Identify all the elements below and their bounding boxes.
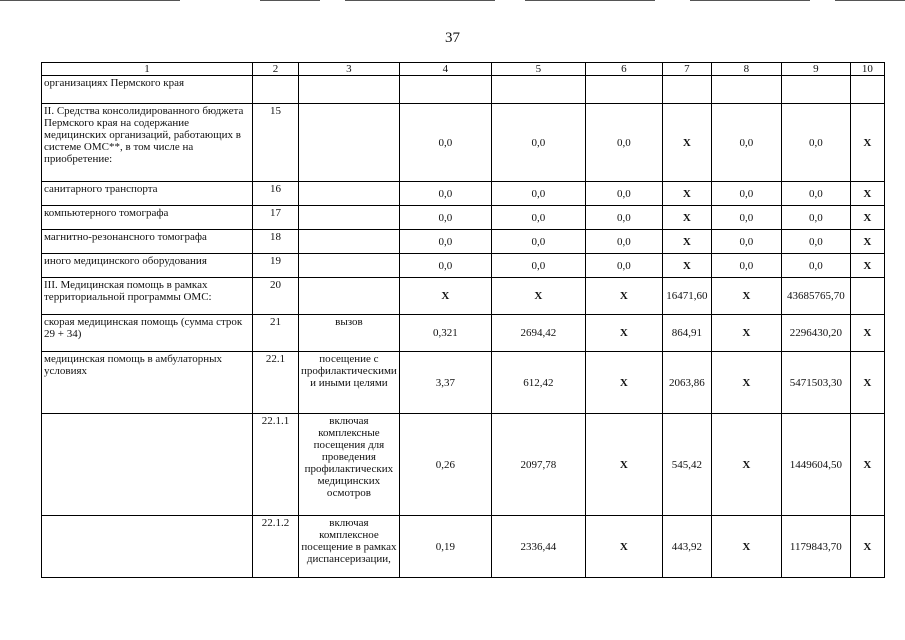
row-section-3 bbox=[42, 278, 885, 315]
table-cell: 0,0 bbox=[585, 254, 662, 278]
table-cell: 0,0 bbox=[711, 254, 781, 278]
table-cell: X bbox=[662, 230, 711, 254]
table-cell: посещение с профилактическими и иными целями bbox=[299, 352, 400, 414]
table-cell: организациях Пермского края bbox=[42, 76, 253, 104]
table-cell: X bbox=[850, 230, 884, 254]
col-header: 9 bbox=[781, 63, 850, 76]
scan-top-border bbox=[0, 0, 905, 2]
row-dispensary-exam bbox=[42, 516, 885, 578]
table-cell bbox=[299, 76, 400, 104]
table-cell: 0,0 bbox=[491, 104, 585, 182]
row-section-2 bbox=[42, 104, 885, 182]
table-cell: 0,0 bbox=[781, 254, 850, 278]
table-cell: 5471503,30 bbox=[781, 352, 850, 414]
table-cell bbox=[781, 76, 850, 104]
table-cell: X bbox=[850, 315, 884, 352]
table-cell: X bbox=[491, 278, 585, 315]
table-cell: 0,0 bbox=[585, 206, 662, 230]
table-cell: 18 bbox=[253, 230, 299, 254]
table-cell: 17 bbox=[253, 206, 299, 230]
table-cell: 0,0 bbox=[711, 230, 781, 254]
table-cell bbox=[585, 76, 662, 104]
table-cell: X bbox=[850, 206, 884, 230]
row-emergency-care bbox=[42, 315, 885, 352]
table-cell: 0,0 bbox=[781, 182, 850, 206]
table-cell: 3,37 bbox=[399, 352, 491, 414]
table-cell: 0,0 bbox=[491, 230, 585, 254]
table-cell: X bbox=[585, 278, 662, 315]
table-cell: 22.1.1 bbox=[253, 414, 299, 516]
table-cell: 20 bbox=[253, 278, 299, 315]
table-cell: X bbox=[711, 315, 781, 352]
table-cell: скорая медицинская помощь (сумма строк 29 + 34) bbox=[42, 315, 253, 352]
table-cell: компьютерного томографа bbox=[42, 206, 253, 230]
table-cell: X bbox=[850, 182, 884, 206]
table-cell: 1449604,50 bbox=[781, 414, 850, 516]
table-cell: 43685765,70 bbox=[781, 278, 850, 315]
table-cell: X bbox=[850, 104, 884, 182]
table-cell: вызов bbox=[299, 315, 400, 352]
table-cell: 0,0 bbox=[585, 230, 662, 254]
table-cell: 0,0 bbox=[585, 104, 662, 182]
table-cell: X bbox=[711, 352, 781, 414]
table-cell: 0,0 bbox=[491, 254, 585, 278]
row-preventive-exams bbox=[42, 414, 885, 516]
table-cell: 0,0 bbox=[399, 104, 491, 182]
table-cell: 0,0 bbox=[781, 206, 850, 230]
data-table bbox=[41, 62, 885, 578]
table-cell: 545,42 bbox=[662, 414, 711, 516]
col-header: 8 bbox=[711, 63, 781, 76]
table-cell: X bbox=[850, 516, 884, 578]
table-cell: 22.1.2 bbox=[253, 516, 299, 578]
table-cell: санитарного транспорта bbox=[42, 182, 253, 206]
table-cell: X bbox=[711, 278, 781, 315]
table-cell: 0,0 bbox=[399, 206, 491, 230]
table-cell: 1179843,70 bbox=[781, 516, 850, 578]
table-cell: X bbox=[585, 414, 662, 516]
table-cell: X bbox=[585, 516, 662, 578]
row-other-equipment bbox=[42, 254, 885, 278]
row-ambulance-transport bbox=[42, 182, 885, 206]
table-cell: медицинская помощь в амбулаторных условиях bbox=[42, 352, 253, 414]
table-cell: II. Средства консолидированного бюджета Пермского края на содержание медицинских организаций, работающих в системе ОМС**, в том числе на приобретение: bbox=[42, 104, 253, 182]
table-cell: 2336,44 bbox=[491, 516, 585, 578]
table-cell: 0,19 bbox=[399, 516, 491, 578]
table-cell: 0,0 bbox=[585, 182, 662, 206]
table-cell: 0,0 bbox=[491, 206, 585, 230]
table-cell: X bbox=[662, 182, 711, 206]
row-outpatient-care bbox=[42, 352, 885, 414]
table-cell bbox=[299, 104, 400, 182]
table-cell: X bbox=[662, 206, 711, 230]
table-cell: 19 bbox=[253, 254, 299, 278]
table-cell: 16471,60 bbox=[662, 278, 711, 315]
table-cell: 0,26 bbox=[399, 414, 491, 516]
col-header: 3 bbox=[299, 63, 400, 76]
table-cell bbox=[299, 254, 400, 278]
row-ct-scanner bbox=[42, 206, 885, 230]
table-cell: X bbox=[399, 278, 491, 315]
table-cell: III. Медицинская помощь в рамках территориальной программы ОМС: bbox=[42, 278, 253, 315]
column-number-row bbox=[42, 63, 885, 76]
table-cell: 443,92 bbox=[662, 516, 711, 578]
table-cell: X bbox=[662, 254, 711, 278]
table-cell: X bbox=[711, 414, 781, 516]
table-cell: X bbox=[850, 414, 884, 516]
table-cell bbox=[299, 182, 400, 206]
table-cell: 2296430,20 bbox=[781, 315, 850, 352]
table-cell: X bbox=[850, 254, 884, 278]
col-header: 6 bbox=[585, 63, 662, 76]
table-cell: 0,0 bbox=[711, 104, 781, 182]
table-cell: иного медицинского оборудования bbox=[42, 254, 253, 278]
table-cell: магнитно-резонансного томографа bbox=[42, 230, 253, 254]
table-cell: 0,0 bbox=[781, 104, 850, 182]
table-cell bbox=[850, 278, 884, 315]
table-cell: 15 bbox=[253, 104, 299, 182]
table-cell bbox=[42, 414, 253, 516]
table-cell: 0,0 bbox=[399, 230, 491, 254]
table-cell: 0,321 bbox=[399, 315, 491, 352]
table-cell bbox=[399, 76, 491, 104]
table-cell bbox=[299, 206, 400, 230]
table-cell: 864,91 bbox=[662, 315, 711, 352]
table-cell: включая комплексное посещение в рамках диспансеризации, bbox=[299, 516, 400, 578]
col-header: 4 bbox=[399, 63, 491, 76]
table-cell: 612,42 bbox=[491, 352, 585, 414]
table-cell: 2063,86 bbox=[662, 352, 711, 414]
table-cell bbox=[42, 516, 253, 578]
table-cell bbox=[299, 278, 400, 315]
table-cell bbox=[253, 76, 299, 104]
table-cell: 0,0 bbox=[399, 254, 491, 278]
table-cell: X bbox=[585, 352, 662, 414]
page-number: 37 bbox=[445, 30, 460, 46]
col-header: 10 bbox=[850, 63, 884, 76]
table-cell: 0,0 bbox=[781, 230, 850, 254]
col-header: 1 bbox=[42, 63, 253, 76]
table-cell: X bbox=[662, 104, 711, 182]
col-header: 5 bbox=[491, 63, 585, 76]
table-cell: X bbox=[711, 516, 781, 578]
table-cell: 2097,78 bbox=[491, 414, 585, 516]
table-cell bbox=[711, 76, 781, 104]
table-cell: 0,0 bbox=[491, 182, 585, 206]
table-cell: X bbox=[850, 352, 884, 414]
table-cell: 21 bbox=[253, 315, 299, 352]
table-cell bbox=[299, 230, 400, 254]
table-cell bbox=[491, 76, 585, 104]
table-cell: 0,0 bbox=[711, 182, 781, 206]
row-mri-scanner bbox=[42, 230, 885, 254]
table-cell: 0,0 bbox=[711, 206, 781, 230]
table-cell: 16 bbox=[253, 182, 299, 206]
table-cell: X bbox=[585, 315, 662, 352]
row-organizations bbox=[42, 76, 885, 104]
table-cell: 22.1 bbox=[253, 352, 299, 414]
table-cell: 0,0 bbox=[399, 182, 491, 206]
col-header: 2 bbox=[253, 63, 299, 76]
table-cell bbox=[662, 76, 711, 104]
col-header: 7 bbox=[662, 63, 711, 76]
table-cell: 2694,42 bbox=[491, 315, 585, 352]
table-cell bbox=[850, 76, 884, 104]
table-cell: включая комплексные посещения для проведения профилактических медицинских осмотров bbox=[299, 414, 400, 516]
